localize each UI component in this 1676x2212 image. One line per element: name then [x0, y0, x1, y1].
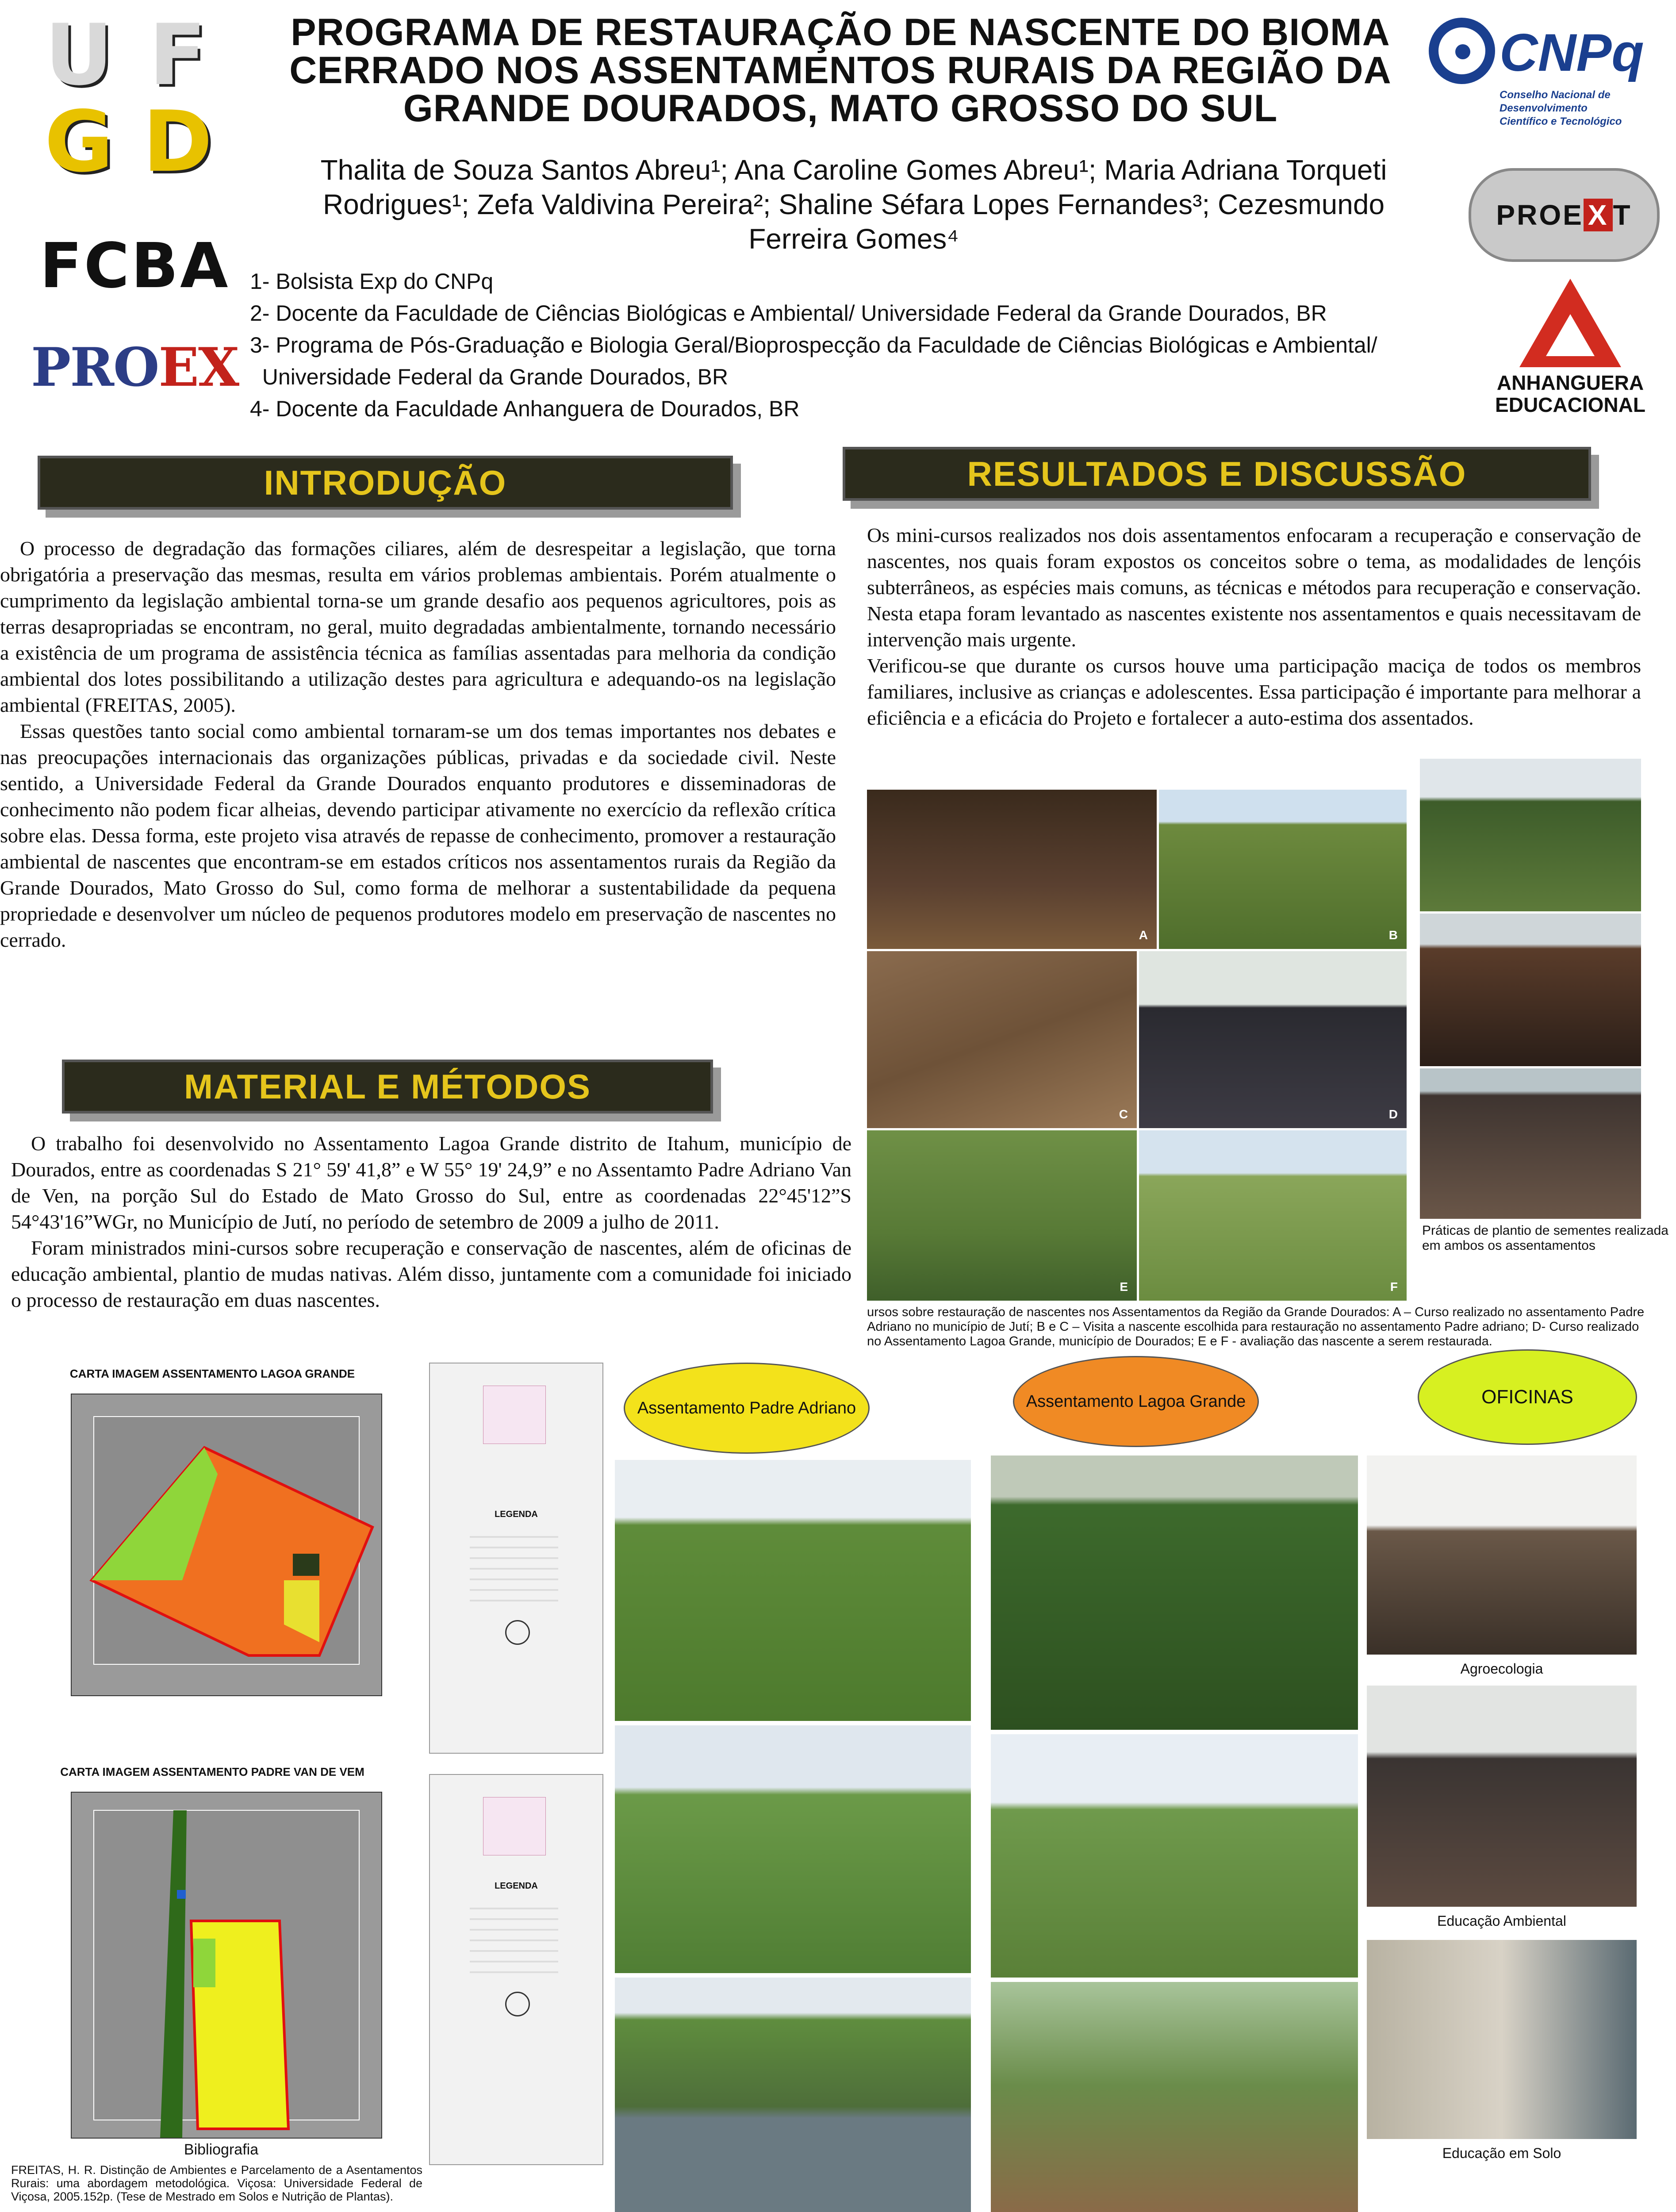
title-line-2: CERRADO NOS ASSENTAMENTOS RURAIS DA REGIÃO DA: [289, 49, 1392, 92]
bibliography-title: Bibliografia: [184, 2141, 259, 2158]
ufgd-letter-f: F: [149, 6, 207, 104]
oval-padre-adriano: Assentamento Padre Adriano: [624, 1363, 870, 1454]
proex-pro: PRO: [31, 336, 159, 399]
educacao-ambiental-photo: [1367, 1686, 1637, 1907]
bibliography-text: FREITAS, H. R. Distinção de Ambientes e Parcelamento de a Asentamentos Rurais: uma abordagem metodológica. Viçosa: Universidade Federal de Viçosa, 2005.152p. (Tese de Mestrado em Solos e Nutrição de Plantas).: [11, 2163, 422, 2203]
educacao-solo-photo: [1367, 1940, 1637, 2139]
photo-label-e: E: [1120, 1280, 1128, 1294]
results-paragraph-1: Os mini-cursos realizados nos dois assentamentos enfocaram a recuperação e conservação de nascentes, nos quais foram expostos os conceitos sobre o tema, as modalidades de lençóis subterrâneos, as espécies mais comuns, as técnicas e métodos para recuperação e conservação. Nesta etapa foram levantado as nascentes existente nos assentamentos e quais necessitavam de intervenção mais urgente.: [867, 524, 1641, 651]
intro-paragraph-2: Essas questões tanto social como ambiental tornaram-se um dos temas importantes nos debates e nas preocupações internacionais das organizações públicas, privadas e da sociedade civil. Neste sentido, a Universidade Federal da Grande Dourados enquanto produtores e disseminadoras de conhecimento não podem ficar alheias, devendo participar ativamente no exercício da reflexão crítica sobre elas. Dessa forma, este projeto visa através de repasse de conhecimento, promover a restauração ambiental de nascentes que encontram-se em estados críticos nos assentamentos rurais da Região da Grande Dourados, Mato Grosso do Sul, como forma de melhorar a sustentabilidade da pequena propriedade e desenvolver um núcleo de pequenos produtores modelo em preservação de nascentes no cerrado.: [0, 720, 836, 951]
affiliations: [250, 265, 1488, 425]
legend-panel-1: [429, 1363, 603, 1754]
map-padre-drawing: [72, 1793, 381, 2138]
proext-b: E: [1563, 199, 1584, 231]
photo-a: [867, 790, 1157, 949]
lagoa-photo-1: [991, 1455, 1358, 1730]
planting-photo-2: [1420, 914, 1641, 1066]
anhanguera-text: [1495, 372, 1645, 416]
compass-icon-2: [505, 1992, 530, 2016]
cnpq-mark-icon: [1429, 18, 1495, 84]
map2-title: CARTA IMAGEM ASSENTAMENTO PADRE VAN DE VEM: [60, 1765, 364, 1778]
proext-c: X: [1584, 199, 1613, 231]
authors-line-2: Rodrigues¹; Zefa Valdivina Pereira²; Shaline Séfara Lopes Fernandes³; Cezesmundo: [322, 188, 1385, 220]
photo-label-c: C: [1119, 1107, 1128, 1121]
lagoa-photo-2: [991, 1734, 1358, 1978]
anhanguera-triangle-inner: [1546, 314, 1595, 356]
educacao-solo-label: Educação em Solo: [1442, 2145, 1561, 2161]
padre-photo-2: [615, 1725, 971, 1973]
cnpq-name: CNPq: [1500, 23, 1644, 82]
agroecologia-photo: [1367, 1455, 1637, 1655]
title-line-1: PROGRAMA DE RESTAURAÇÃO DE NASCENTE DO BIOMA: [291, 11, 1390, 54]
proext-d: T: [1613, 199, 1632, 231]
methods-heading: MATERIAL E MÉTODOS: [62, 1060, 713, 1114]
methods-paragraph-2: Foram ministrados mini-cursos sobre recuperação e conservação de nascentes, além de oficinas de educação ambiental, plantio de mudas nativas. Além disso, juntamente com a comunidade foi iniciado o processo de restauração em duas nascentes.: [11, 1237, 851, 1311]
proex-ex: EX: [158, 336, 239, 399]
map-lagoa-grande-drawing: [72, 1394, 381, 1695]
educacao-ambiental-label: Educação Ambiental: [1437, 1913, 1566, 1929]
photo-label-f: F: [1390, 1280, 1398, 1294]
photo-label-a: A: [1139, 928, 1148, 942]
oval-lagoa-grande: Assentamento Lagoa Grande: [1013, 1356, 1259, 1447]
fcba-logo: FCBA: [40, 230, 230, 302]
authors-line-1: Thalita de Souza Santos Abreu¹; Ana Caroline Gomes Abreu¹; Maria Adriana Torqueti: [320, 154, 1387, 186]
authors: [248, 153, 1460, 256]
cnpq-subtitle: [1500, 88, 1659, 128]
photo-c: [867, 951, 1137, 1128]
poster-title: [274, 11, 1407, 130]
cnpq-logo: [1429, 18, 1659, 127]
affiliation-1: 1- Bolsista Exp do CNPq: [250, 269, 494, 294]
photo-d: [1139, 951, 1407, 1128]
planting-caption: Práticas de plantio de sementes realizada em ambos os assentamentos: [1422, 1223, 1668, 1253]
padre-photo-1: [615, 1460, 971, 1721]
anhanguera-logo: [1495, 279, 1645, 420]
anhanguera-line-2: EDUCACIONAL: [1495, 393, 1645, 416]
ufgd-letter-d: D: [142, 93, 213, 191]
affiliation-3b: Universidade Federal da Grande Dourados, BR: [250, 365, 729, 389]
map1-title: CARTA IMAGEM ASSENTAMENTO LAGOA GRANDE: [69, 1367, 355, 1380]
compass-icon-1: [505, 1620, 530, 1645]
methods-paragraph-1: O trabalho foi desenvolvido no Assentamento Lagoa Grande distrito de Itahum, município de Dourados, entre as coordenadas S 21° 59' 41,8” e W 55° 19' 24,9” e no Assentamto Padre Adriano Van de Ven, na porção Sul do Estado de Mato Grosso do Sul, entre as coordenadas 22°45'12”S 54°43'16”WGr, no Município de Jutí, no período de setembro de 2009 a julho de 2011.: [11, 1132, 851, 1233]
affiliation-4: 4- Docente da Faculdade Anhanguera de Dourados, BR: [250, 396, 800, 421]
ufgd-letter-g: G: [44, 93, 114, 191]
authors-line-3: Ferreira Gomes⁴: [748, 223, 959, 255]
proex-logo: [31, 336, 238, 399]
legend-panel-2: [429, 1774, 603, 2165]
ufgd-letter-u: U: [45, 6, 113, 104]
ufgd-logo: [31, 6, 226, 191]
legend-label-1: LEGENDA: [495, 1509, 538, 1519]
results-text: [867, 522, 1641, 731]
cnpq-sub-2: Científico e Tecnológico: [1500, 115, 1622, 127]
map-lagoa-grande: [71, 1394, 382, 1696]
agroecologia-label: Agroecologia: [1460, 1661, 1543, 1677]
planting-photo-3: [1420, 1068, 1641, 1219]
affiliation-3: 3- Programa de Pós-Graduação e Biologia Geral/Bioprospecção da Faculdade de Ciências Biológicas e Ambiental/: [250, 333, 1377, 357]
photo-label-b: B: [1388, 928, 1398, 942]
oval-oficinas: OFICINAS: [1418, 1349, 1637, 1445]
lagoa-photo-3: [991, 1982, 1358, 2212]
photo-e: [867, 1130, 1137, 1301]
planting-photo-1: [1420, 759, 1641, 911]
cnpq-sub-1: Conselho Nacional de Desenvolvimento: [1500, 89, 1611, 114]
results-paragraph-2: Verificou-se que durante os cursos houve uma participação maciça de todos os membros familiares, inclusive as crianças e adolescentes. Essa participação é importante para melhorar a eficiência e a eficácia do Projeto e fortalecer a auto-estima dos assentados.: [867, 654, 1641, 729]
title-line-3: GRANDE DOURADOS, MATO GROSSO DO SUL: [403, 87, 1278, 130]
methods-text: [11, 1130, 851, 1313]
padre-photo-3: [615, 1978, 971, 2212]
map-padre-van-de-vem: [71, 1792, 382, 2139]
intro-text: [0, 535, 836, 953]
intro-paragraph-1: O processo de degradação das formações ciliares, além de desrespeitar a legislação, que torna obrigatória a preservação das mesmas, resulta em vários problemas ambientais. Porém atualmente o cumprimento da legislação ambiental torna-se um grande desafio aos pequenos agricultores, pois as terras desapropriadas se encontram, no geral, muito degradadas ambientalmente, tornando necessário a existência de um programa de assistência técnica as famílias assentadas para melhoria da condição ambiental dos lotes possibilitando a utilização destes para agricultura e adequando-os na legislação ambiental (FREITAS, 2005).: [0, 537, 836, 716]
photo-f: [1139, 1130, 1407, 1301]
proext-a: PRO: [1496, 199, 1563, 231]
figure-caption: ursos sobre restauração de nascentes nos Assentamentos da Região da Grande Dourados: A – Curso realizado no assentamento Padre Adriano no município de Jutí; B e C – Visita a nascente escolhida para restauração no assentamento Padre adriano; D- Curso realizado no Assentamento Lagoa Grande, município de Dourados; E e F - avaliação das nascente a serem restaurada.: [867, 1305, 1645, 1348]
legend-label-2: LEGENDA: [495, 1881, 538, 1891]
photo-label-d: D: [1388, 1107, 1398, 1121]
proext-logo: [1469, 168, 1660, 262]
intro-heading: INTRODUÇÃO: [38, 456, 733, 510]
anhanguera-line-1: ANHANGUERA: [1496, 371, 1644, 394]
results-heading: RESULTADOS E DISCUSSÃO: [843, 447, 1591, 501]
affiliation-2: 2- Docente da Faculdade de Ciências Biológicas e Ambiental/ Universidade Federal da Grande Dourados, BR: [250, 301, 1327, 326]
photo-b: [1159, 790, 1407, 949]
